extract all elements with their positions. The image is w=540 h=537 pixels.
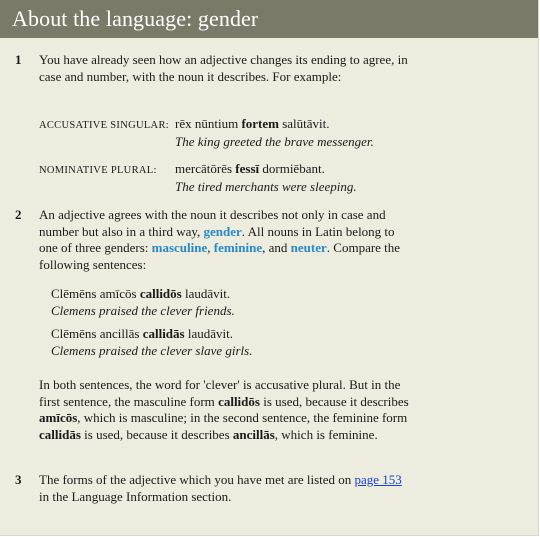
- section-title: About the language: gender: [0, 0, 538, 38]
- term-gender: gender: [203, 223, 242, 239]
- section-number: 1: [15, 52, 22, 67]
- page-153-link[interactable]: page 153: [354, 472, 402, 487]
- section-3-text: The forms of the adjective which you have met are listed on page 153 in the Language Information section.: [39, 472, 402, 504]
- latin-sentence: mercātōrēs fessī dormiēbant.: [175, 161, 325, 176]
- english-example: Clemens praised the clever friends.: [51, 303, 235, 318]
- term-feminine: feminine: [213, 240, 263, 255]
- section-number: 3: [15, 472, 22, 487]
- english-example: Clemens praised the clever slave girls.: [51, 343, 253, 358]
- latin-example: Clēmēns ancillās callidās laudāvit.: [51, 326, 233, 341]
- english-translation: The king greeted the brave messenger.: [175, 134, 374, 149]
- english-translation: The tired merchants were sleeping.: [175, 179, 357, 194]
- section-2-explanation: In both sentences, the word for 'clever' is accusative plural. But in the first sentence, the masculine form callidōs is used, because it describes amīcōs, which is masculine; in the second sentence, the feminine form callidās is used, because it describes ancillās, which is feminine.: [39, 377, 409, 442]
- section-2-intro: An adjective agrees with the noun it describes not only in case and number but also in a third way, gender. All nouns in Latin belong to one of three genders: masculine, feminine, and neuter. Compare the following sentences:: [39, 207, 401, 272]
- latin-sentence: rēx nūntium fortem salūtāvit.: [175, 116, 330, 131]
- section-number: 2: [15, 207, 22, 222]
- section-1-text: You have already seen how an adjective changes its ending to agree, in case and number, with the noun it describes. For example:: [39, 52, 408, 84]
- latin-example: Clēmēns amīcōs callidōs laudāvit.: [51, 286, 231, 301]
- term-masculine: masculine: [151, 240, 208, 255]
- example-label-nominative: NOMINATIVE PLURAL:: [39, 165, 157, 176]
- example-label-accusative: ACCUSATIVE SINGULAR:: [39, 120, 169, 131]
- term-neuter: neuter: [290, 240, 327, 255]
